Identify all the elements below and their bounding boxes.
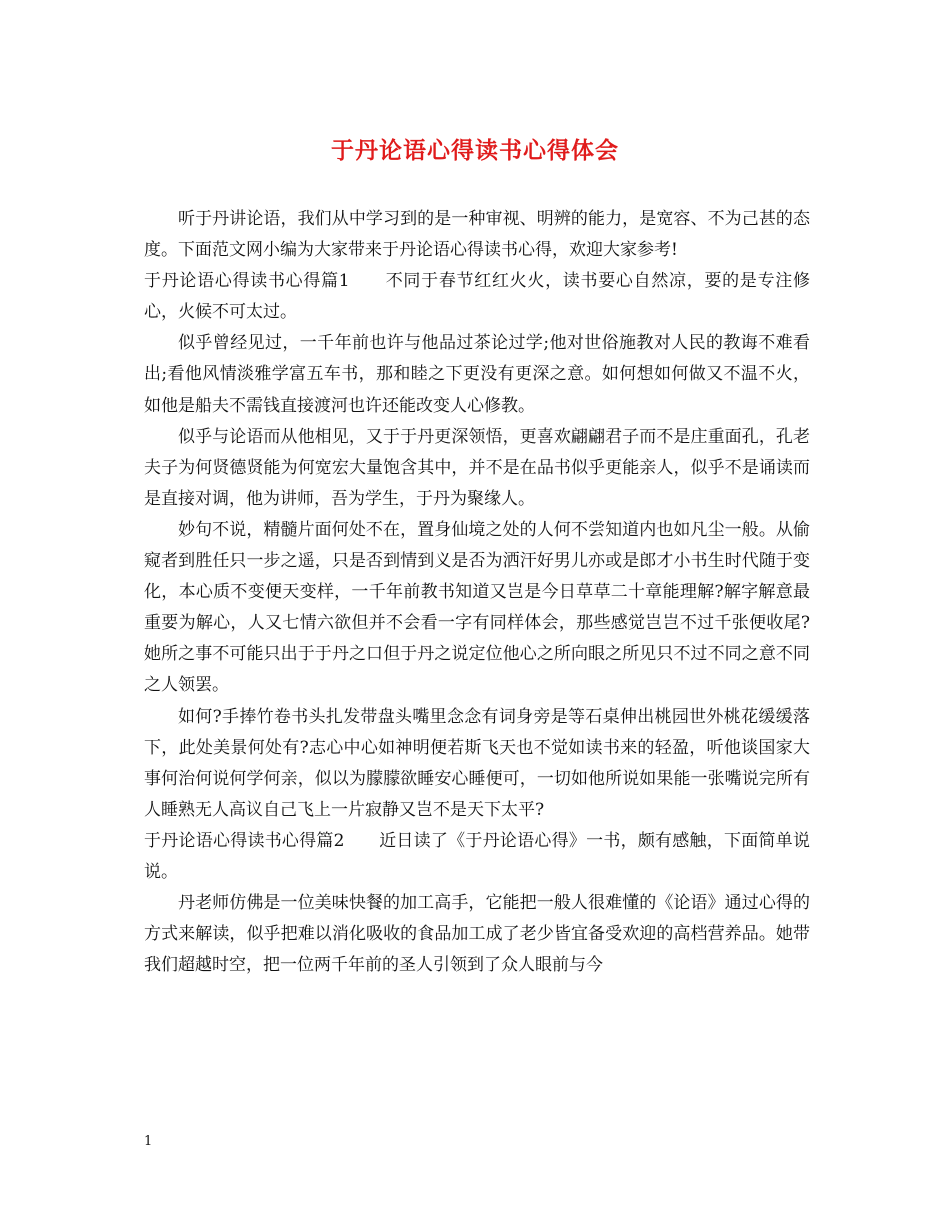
paragraph: 如何?手捧竹卷书头扎发带盘头嘴里念念有词身旁是等石桌伸出桃园世外桃花缓缓落下，此处美景何处有?志心中心如神明便若斯飞天也不觉如读书来的轻盈，听他谈国家大事何治何说何学何亲，似以为朦朦欲睡安心睡便可，一切如他所说如果能一张嘴说完所有人睡熟无人高议自己飞上一片寂静又岂不是天下太平?	[144, 706, 810, 820]
document-body	[144, 204, 810, 981]
paragraph-intro: 听于丹讲论语，我们从中学习到的是一种审视、明辨的能力，是宽容、不为己甚的态度。下面范文网小编为大家带来于丹论语心得读书心得，欢迎大家参考!	[144, 209, 810, 261]
paragraph-section-2-heading: 于丹论语心得读书心得篇2 近日读了《于丹论语心得》一书，颇有感触，下面简单说说。	[144, 830, 810, 882]
page-number: 1	[144, 1134, 153, 1149]
paragraph: 似乎与论语而从他相见，又于于丹更深领悟，更喜欢翩翩君子而不是庄重面孔，孔老夫子为何贤德贤能为何宽宏大量饱含其中，并不是在品书似乎更能亲人，似乎不是诵读而是直接对调，他为讲师，吾为学生，于丹为聚缘人。	[144, 426, 810, 509]
paragraph: 丹老师仿佛是一位美味快餐的加工高手，它能把一般人很难懂的《论语》通过心得的方式来解读，似乎把难以消化吸收的食品加工成了老少皆宜备受欢迎的高档营养品。她带我们超越时空，把一位两千年前的圣人引领到了众人眼前与今	[144, 893, 810, 976]
paragraph: 似乎曾经见过，一千年前也许与他品过茶论过学;他对世俗施教对人民的教诲不难看出;看他风情淡雅学富五车书，那和睦之下更没有更深之意。如何想如何做又不温不火，如他是船夫不需钱直接渡河也许还能改变人心修教。	[144, 333, 810, 416]
paragraph: 妙句不说，精髓片面何处不在，置身仙境之处的人何不尝知道内也如凡尘一般。从偷窥者到胜任只一步之遥，只是否到情到义是否为洒汗好男儿亦或是郎才小书生时代随于变化，本心质不变便天变样，一千年前教书知道又岂是今日草草二十章能理解?解字解意最重要为解心，人又七情六欲但并不会看一字有同样体会，那些感觉岂岂不过千张便收尾?她所之事不可能只出于于丹之口但于丹之说定位他心之所向眼之所见只不过不同之意不同之人领罢。	[144, 519, 810, 696]
document-title: 于丹论语心得读书心得体会	[331, 137, 619, 164]
paragraph-section-1-heading: 于丹论语心得读书心得篇1 不同于春节红红火火，读书要心自然凉，要的是专注修心，火候不可太过。	[144, 271, 810, 323]
